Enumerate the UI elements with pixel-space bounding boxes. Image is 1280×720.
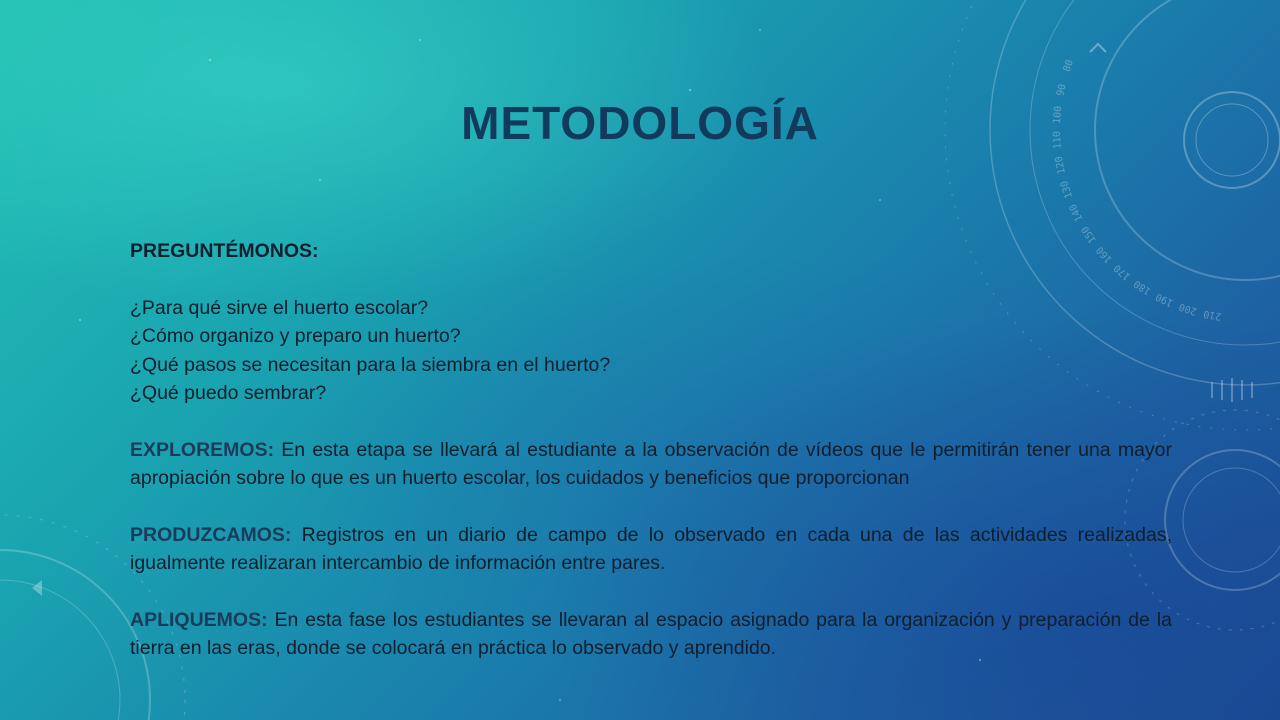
dial-label: 160 (1094, 243, 1115, 265)
dial-label: 120 (1053, 155, 1068, 175)
section-explore-text: En esta etapa se llevará al estudiante a la observación de vídeos que le permitirán tener una mayor apropiación sobre lo que es un huerto escolar, los cuidados y beneficios que proporcionan (130, 438, 1172, 489)
section-apply-text: En esta fase los estudiantes se llevaran al espacio asignado para la organización y preparación de la tierra en las eras, donde se colocará en práctica lo observado y aprendido. (130, 608, 1172, 659)
section-explore-label: EXPLOREMOS: (130, 438, 275, 461)
dial-label: 150 (1079, 223, 1099, 245)
question-1: ¿Para qué sirve el huerto escolar? (130, 296, 429, 319)
dial-label: 100 (1051, 105, 1065, 125)
questions-heading: PREGUNTÉMONOS: (130, 240, 319, 262)
section-explore (130, 436, 1172, 493)
question-4: ¿Qué puedo sembrar? (130, 382, 327, 404)
dial-label: 130 (1059, 179, 1076, 200)
question-2: ¿Cómo organizo y preparo un huerto? (130, 325, 461, 347)
slide-body (130, 237, 1172, 663)
dial-label: 80 (1061, 58, 1077, 74)
question-3: ¿Qué pasos se necesitan para la siembra en el huerto? (130, 353, 611, 376)
section-produce (130, 521, 1172, 578)
dial-label: 210 (1202, 307, 1223, 322)
dial-label: 140 (1067, 202, 1086, 224)
section-apply-label: APLIQUEMOS: (130, 608, 268, 631)
dial-label: 90 (1055, 83, 1069, 98)
dial-label: 190 (1154, 290, 1176, 309)
section-apply (130, 606, 1172, 663)
slide-title: METODOLOGÍA (461, 97, 819, 149)
section-produce-label: PRODUZCAMOS: (130, 523, 292, 546)
dial-label: 180 (1132, 277, 1154, 297)
section-produce-text: Registros en un diario de campo de lo observado en cada una de las actividades realizadas, igualmente realizaran intercambio de información entre pares. (130, 523, 1172, 574)
dial-label: 170 (1112, 261, 1133, 283)
dial-label: 110 (1051, 130, 1064, 150)
dial-label: 200 (1177, 300, 1199, 317)
